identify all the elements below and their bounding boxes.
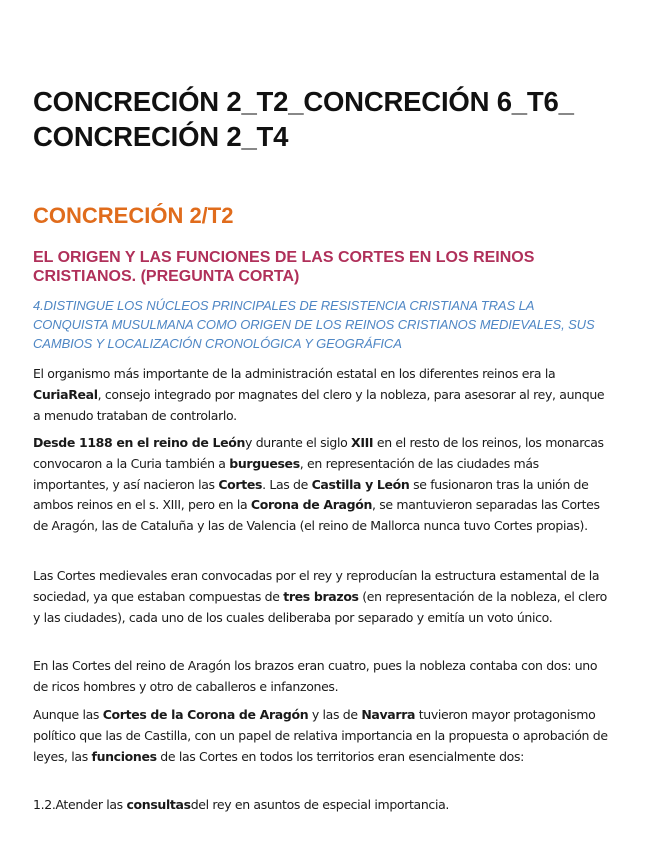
- section-title: CONCRECIÓN 2/T2: [33, 203, 234, 228]
- bold-term: tres brazos: [283, 588, 359, 604]
- paragraph-aragon-brazos: [33, 656, 613, 698]
- document-page: [33, 84, 613, 812]
- bold-term: Navarra: [361, 707, 416, 722]
- bold-term: XIII: [351, 435, 374, 450]
- text-span: se fusionaron tras la unión de ambos reinos en el s. XIII, pero en la: [33, 476, 589, 513]
- text-span: tuvieron mayor protagonismo político que las de Castilla, con un papel de relativa importancia en la propuesta o aprobación de leyes, las: [33, 707, 608, 764]
- text-span: , se mantuvieron separadas las Cortes de Aragón, las de Cataluña y las de Valencia (el reino de Mallorca nunca tuvo Cortes propias).: [33, 497, 600, 534]
- text-span: En las Cortes del reino de Aragón los brazos eran cuatro, pues la nobleza contaba con dos: uno de ricos hombres y otro de caballeros e infanzones.: [33, 658, 598, 694]
- question-text: 4.DISTINGUE LOS NÚCLEOS PRINCIPALES DE RESISTENCIA CRISTIANA TRAS LA CONQUISTA MUSULMANA COMO ORIGEN DE LOS REINOS CRISTIANOS MEDIEVALES, SUS CAMBIOS Y LOCALIZACIÓN CRONOLÓGICA Y GEOGRÁFICA: [33, 298, 595, 351]
- bold-term: consultas: [126, 797, 191, 812]
- text-span: . Las de: [262, 476, 312, 492]
- text-span: en el resto de los reinos, los monarcas convocaron a la Curia también a: [33, 435, 604, 471]
- paragraph-tres-brazos: [33, 566, 613, 628]
- text-span: (en representación de la nobleza, el clero y las ciudades), cada uno de los cuales deliberaba por separado y emitía un voto único.: [33, 588, 607, 625]
- bold-term: burgueses: [229, 455, 300, 471]
- text-span: y durante el siglo: [245, 435, 352, 450]
- text-span: 1.2.Atender las: [33, 797, 127, 812]
- text-span: , consejo integrado por magnates del clero y la nobleza, para asesorar al rey, aunque a menudo trataban de controlarlo.: [33, 386, 605, 423]
- text-span: del rey en asuntos de especial importancia.: [190, 797, 449, 812]
- bold-term: funciones: [91, 748, 157, 764]
- paragraph-funciones: [33, 705, 613, 767]
- text-span: , en representación de las ciudades más importantes, y así nacieron las: [33, 455, 539, 492]
- text-span: de las Cortes en todos los territorios eran esencialmente dos:: [156, 748, 524, 764]
- paragraph-origen-cortes: [33, 433, 613, 537]
- text-span: y las de: [308, 707, 362, 722]
- bold-term: Corona de Aragón: [250, 497, 372, 513]
- bold-term: CuriaReal: [33, 386, 98, 402]
- page-title: CONCRECIÓN 2_T2_CONCRECIÓN 6_T6_ CONCRECIÓN 2_T4: [33, 86, 574, 152]
- bold-term: Cortes: [218, 476, 263, 492]
- subsection-title: EL ORIGEN Y LAS FUNCIONES DE LAS CORTES EN LOS REINOS CRISTIANOS. (PREGUNTA CORTA): [33, 249, 535, 285]
- text-span: Aunque las: [33, 707, 103, 722]
- paragraph-curia-real: [33, 364, 613, 426]
- text-span: Las Cortes medievales eran convocadas por el rey y reproducían la estructura estamental de la sociedad, ya que estaban compuestas de: [33, 568, 600, 604]
- bold-term: Desde 1188 en el reino de León: [33, 435, 246, 450]
- bold-term: Castilla y León: [311, 476, 410, 492]
- bold-term: Cortes de la Corona de Aragón: [102, 707, 309, 722]
- list-item-consultas: [33, 795, 613, 816]
- text-span: El organismo más importante de la administración estatal en los diferentes reinos era la: [33, 366, 556, 381]
